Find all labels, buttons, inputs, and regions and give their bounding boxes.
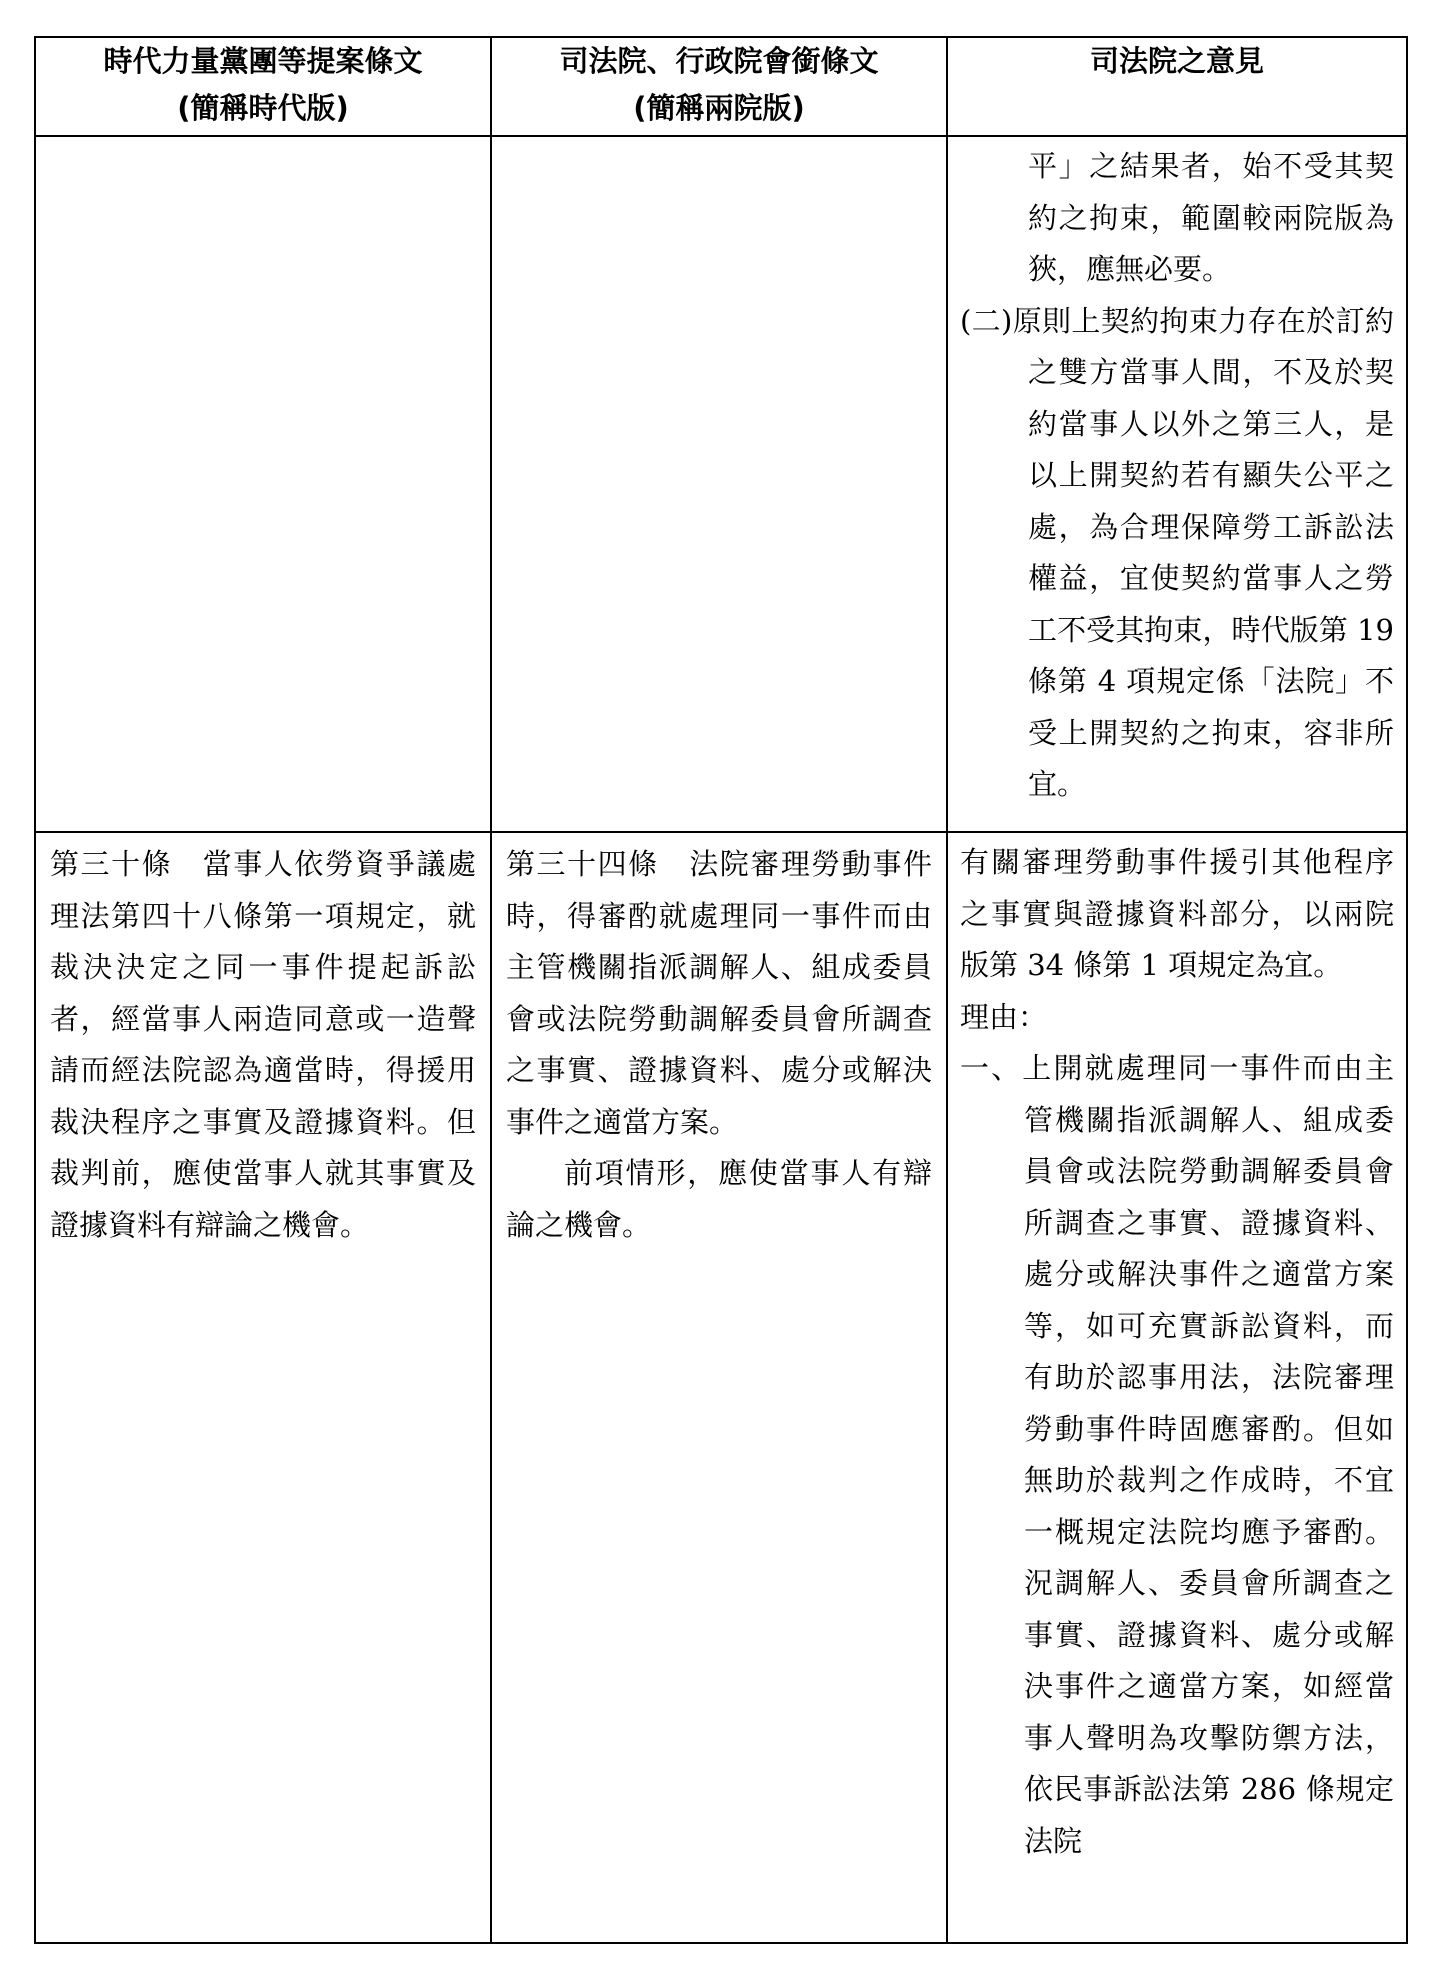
cell-article-34 xyxy=(491,832,947,1943)
opinion-intro: 有關審理勞動事件援引其他程序之事實與證據資料部分，以兩院版第 34 條第 1 項規定為宜。 xyxy=(960,845,1394,982)
header-judicial-yuan-opinion xyxy=(947,37,1407,136)
cell-opinion xyxy=(947,136,1407,832)
opinion-item-1: 一、上開就處理同一事件而由主管機關指派調解人、組成委員會或法院勞動調解委員會所調查之事實、證據資料、處分或解決事件之適當方案等，如可充實訴訟資料，而有助於認事用法，法院審理勞動事件時固應審酌。但如無助於裁判之作成時，不宜一概規定法院均應予審酌。況調解人、委員會所調查之事實、證據資料、處分或解決事件之適當方案，如經當事人聲明為攻擊防禦方法，依民事訴訟法第 286 條規定法院 xyxy=(960,1051,1394,1858)
opinion-continuation: 平」之結果者，始不受其契約之拘束，範圍較兩院版為狹，應無必要。 xyxy=(1028,149,1394,286)
opinion-item-2: (二)原則上契約拘束力存在於訂約之雙方當事人間，不及於契約當事人以外之第三人，是以上開契約若有顯失公平之處，為合理保障勞工訴訟法權益，宜使契約當事人之勞工不受其拘束，時代版第 19 條第 4 項規定係「法院」不受上開契約之拘束，容非所宜。 xyxy=(960,303,1394,801)
header-title: 時代力量黨團等提案條文 xyxy=(103,44,423,78)
cell-text xyxy=(36,137,490,143)
table-row xyxy=(35,832,1407,1943)
cell-two-yuan-empty xyxy=(491,136,947,832)
cell-opinion xyxy=(947,832,1407,1943)
cell-article-30 xyxy=(35,832,491,1943)
article-text: 第三十條 當事人依勞資爭議處理法第四十八條第一項規定，就裁決決定之同一事件提起訴訟者，經當事人兩造同意或一造聲請而經法院認為適當時，得援用裁決程序之事實及證據資料。但裁判前，應使當事人就其事實及證據資料有辯論之機會。 xyxy=(50,847,476,1242)
table-row xyxy=(35,136,1407,832)
header-subtitle: (簡稱兩院版) xyxy=(633,91,805,125)
opinion-reason-label: 理由： xyxy=(960,999,1048,1034)
header-two-yuan-version xyxy=(491,37,947,136)
table-header-row xyxy=(35,37,1407,136)
document-page xyxy=(34,36,1406,1942)
comparison-table xyxy=(34,36,1408,1944)
header-subtitle: (簡稱時代版) xyxy=(177,91,349,125)
cell-time-power-empty xyxy=(35,136,491,832)
header-title: 司法院、行政院會銜條文 xyxy=(559,44,879,78)
header-time-power-version xyxy=(35,37,491,136)
header-title: 司法院之意見 xyxy=(1089,44,1264,78)
cell-text xyxy=(492,137,946,143)
article-text: 第三十四條 法院審理勞動事件時，得審酌就處理同一事件而由主管機關指派調解人、組成委員會或法院勞動調解委員會所調查之事實、證據資料、處分或解決事件之適當方案。 xyxy=(506,847,932,1139)
article-paragraph-2: 前項情形，應使當事人有辯論之機會。 xyxy=(506,1156,932,1242)
